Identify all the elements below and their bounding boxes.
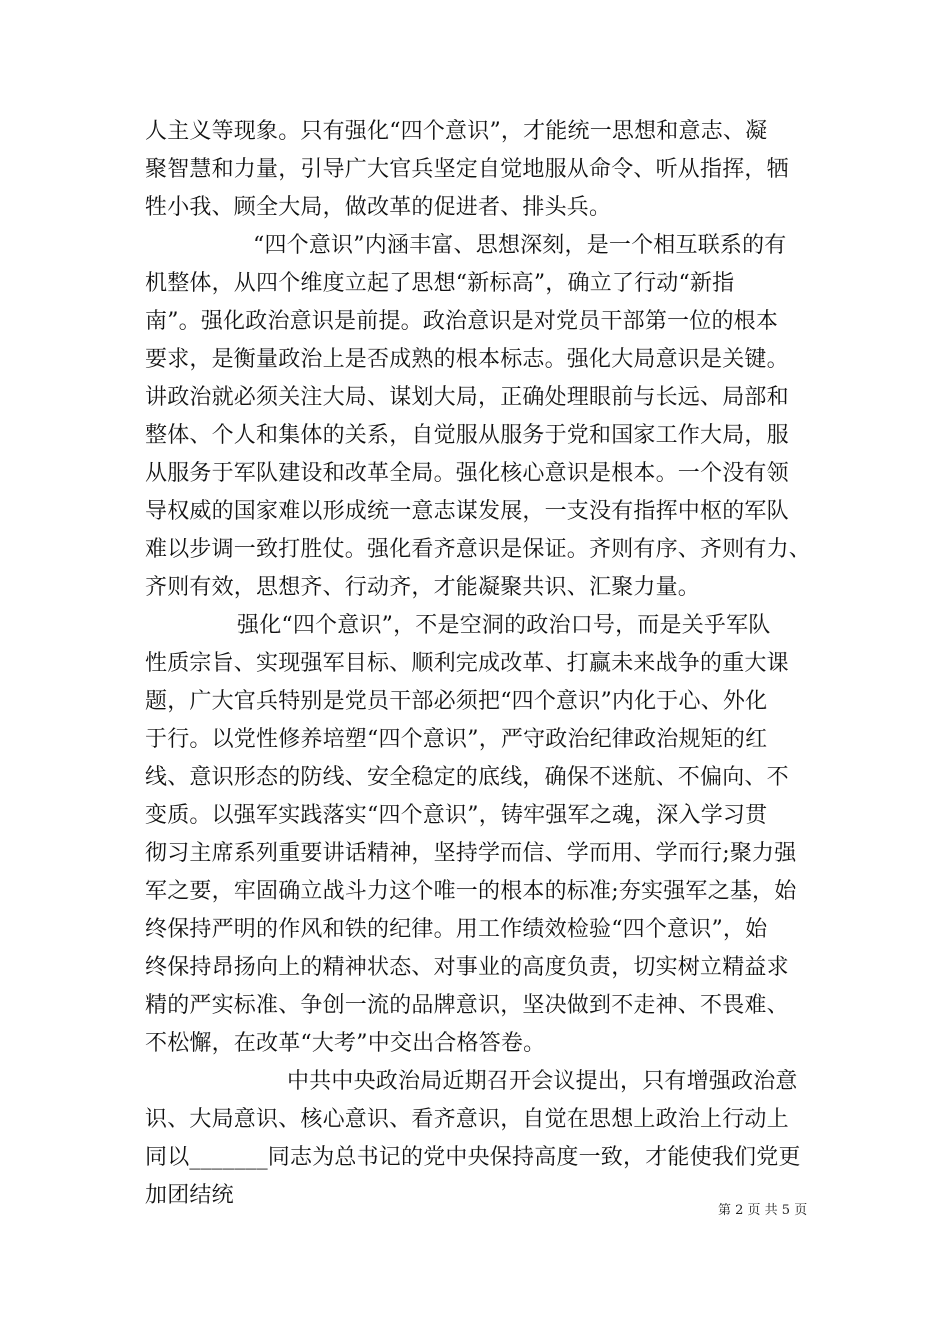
text-line: “四个意识”内涵丰富、思想深刻，是一个相互联系的有	[253, 233, 787, 258]
text-line: 变质。以强军实践落实“四个意识”，铸牢强军之魂，深入学习贯	[145, 803, 768, 828]
text-line: 机整体，从四个维度立起了思想“新标高”，确立了行动“新指	[145, 271, 735, 296]
paragraph-4	[145, 1063, 810, 1215]
text-line: 于行。以党性修养培塑“四个意识”，严守政治纪律政治规矩的红	[145, 727, 768, 752]
text-line: 牲小我、顾全大局，做改革的促进者、排头兵。	[145, 195, 612, 220]
text-line: 精的严实标准、争创一流的品牌意识，坚决做到不走神、不畏难、	[145, 993, 789, 1018]
text-line: 整体、个人和集体的关系，自觉服从服务于党和国家工作大局，服	[145, 423, 789, 448]
paragraph-2	[145, 227, 810, 607]
text-line: 同以_______同志为总书记的党中央保持高度一致，才能使我们党更	[145, 1145, 801, 1170]
text-line: 要求，是衡量政治上是否成熟的根本标志。强化大局意识是关键。	[145, 347, 789, 372]
text-line: 难以步调一致打胜仗。强化看齐意识是保证。齐则有序、齐则有力、	[145, 537, 812, 562]
text-line: 终保持严明的作风和铁的纪律。用工作绩效检验“四个意识”，始	[145, 917, 768, 942]
text-line: 讲政治就必须关注大局、谋划大局，正确处理眼前与长远、局部和	[145, 385, 789, 410]
text-line: 线、意识形态的防线、安全稳定的底线，确保不迷航、不偏向、不	[145, 765, 789, 790]
text-line: 导权威的国家难以形成统一意志谋发展，一支没有指挥中枢的军队	[145, 499, 789, 524]
text-line: 从服务于军队建设和改革全局。强化核心意识是根本。一个没有领	[145, 461, 789, 486]
document-body	[145, 113, 810, 1215]
text-line: 识、大局意识、核心意识、看齐意识，自觉在思想上政治上行动上	[145, 1107, 789, 1132]
text-line: 齐则有效，思想齐、行动齐，才能凝聚共识、汇聚力量。	[145, 575, 701, 600]
text-line: 不松懈，在改革“大考”中交出合格答卷。	[145, 1031, 546, 1056]
paragraph-1	[145, 113, 810, 227]
text-line: 终保持昂扬向上的精神状态、对事业的高度负责，切实树立精益求	[145, 955, 789, 980]
text-line: 题，广大官兵特别是党员干部必须把“四个意识”内化于心、外化	[145, 689, 768, 714]
text-line: 中共中央政治局近期召开会议提出，只有增强政治意	[287, 1069, 798, 1094]
text-line: 强化“四个意识”，不是空洞的政治口号，而是关乎军队	[237, 613, 771, 638]
text-line: 聚智慧和力量，引导广大官兵坚定自觉地服从命令、听从指挥，牺	[145, 157, 789, 182]
text-line: 加团结统	[145, 1183, 234, 1208]
paragraph-3	[145, 607, 810, 1063]
text-line: 彻习主席系列重要讲话精神，坚持学而信、学而用、学而行;聚力强	[145, 841, 797, 866]
text-line: 军之要，牢固确立战斗力这个唯一的根本的标准;夯实强军之基，始	[145, 879, 797, 904]
text-line: 人主义等现象。只有强化“四个意识”，才能统一思想和意志、凝	[145, 119, 768, 144]
text-line: 南”。强化政治意识是前提。政治意识是对党员干部第一位的根本	[145, 309, 779, 334]
text-line: 性质宗旨、实现强军目标、顺利完成改革、打赢未来战争的重大课	[145, 651, 789, 676]
page-number: 第 2 页 共 5 页	[718, 1203, 808, 1218]
